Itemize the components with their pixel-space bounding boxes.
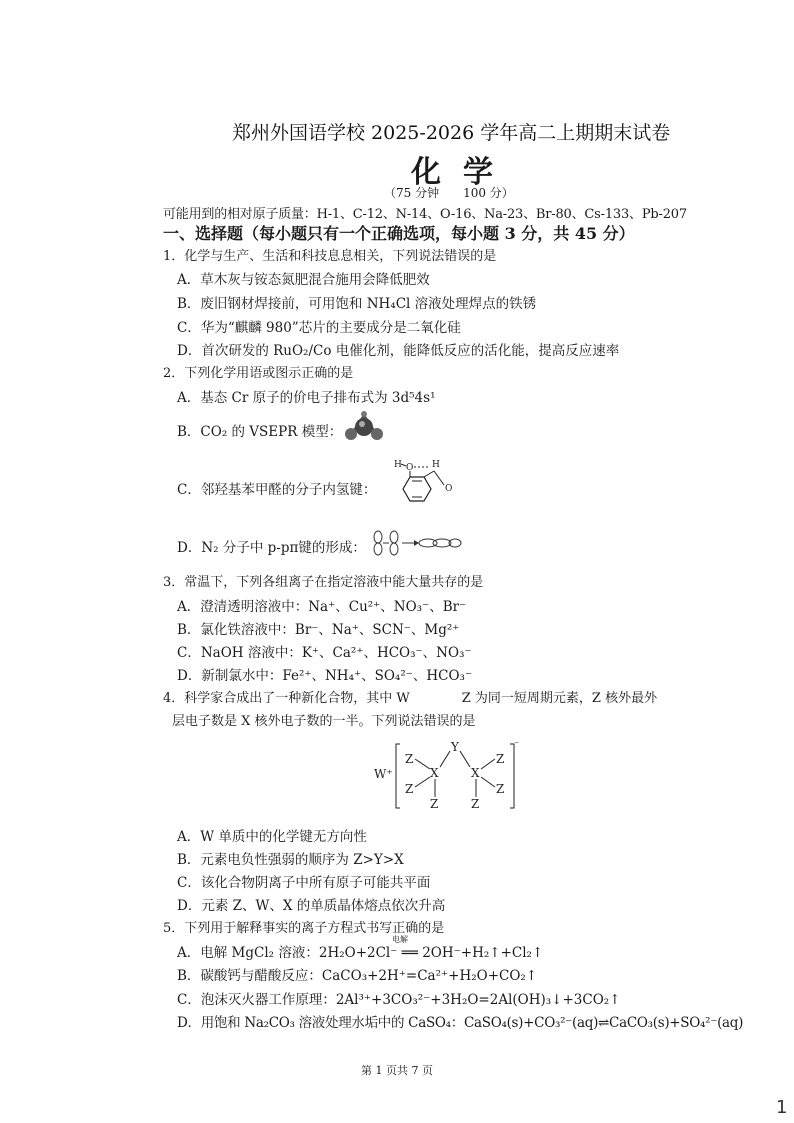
question-4-option-c: C．该化合物阴离子中所有原子可能共平面 <box>177 875 431 891</box>
question-4-stem-line1: 4．科学家合成出了一种新化合物，其中 W Z 为同一短周期元素，Z 核外最外 <box>163 691 658 706</box>
question-1-option-d: D．首次研发的 RuO₂/Co 电催化剂，能降低反应的活化能，提高反应速率 <box>177 343 620 359</box>
question-1-stem: 1．化学与生产、生活和科技息息相关，下列说法错误的是 <box>163 249 497 264</box>
question-1-option-c: C．华为“麒麟 980”芯片的主要成分是二氧化硅 <box>177 320 461 336</box>
struct-x-right: X <box>471 766 480 780</box>
co2-vsepr-model-image <box>342 408 386 442</box>
question-1-option-a: A．草木灰与铵态氮肥混合施用会降低肥效 <box>177 272 430 288</box>
svg-text:H: H <box>432 460 440 470</box>
question-2-option-a: A．基态 Cr 原子的价电子排布式为 3d⁵4s¹ <box>177 390 436 406</box>
question-3-option-a: A．澄清透明溶液中：Na⁺、Cu²⁺、NO₃⁻、Br⁻ <box>177 599 467 615</box>
struct-x-left: X <box>430 766 439 780</box>
question-5-option-d: D．用饱和 Na₂CO₃ 溶液处理水垢中的 CaSO₄：CaSO₄(s)+CO₃²⁻(aq)⇌CaCO₃(s)+SO₄²⁻(aq) <box>177 1015 744 1031</box>
question-2-option-c: C．邻羟基苯甲醛的分子内氢键： <box>177 482 377 498</box>
electrolysis-condition: 电解 <box>392 935 408 944</box>
question-3-option-b: B．氯化铁溶液中：Br⁻、Na⁺、SCN⁻、Mg²⁺ <box>177 622 460 638</box>
struct-z: Z <box>496 782 505 796</box>
question-2-option-d: D．N₂ 分子中 p-pπ键的形成： <box>177 540 366 556</box>
struct-y: Y <box>451 740 459 754</box>
question-5-option-b: B．碳酸钙与醋酸反应：CaCO₃+2H⁺=Ca²⁺+H₂O+CO₂↑ <box>177 968 538 984</box>
struct-z: Z <box>405 752 414 766</box>
corner-page-number: 1 <box>776 1097 788 1118</box>
question-5-option-a: A．电解 MgCl₂ 溶液：2H₂O+2Cl⁻ ══ 2OH⁻+H₂↑+Cl₂↑ <box>177 945 544 961</box>
subject-title: 化学 <box>411 155 515 190</box>
question-1-option-b: B．废旧钢材焊接前，可用饱和 NH₄Cl 溶液处理焊点的铁锈 <box>177 296 537 312</box>
question-3-option-c: C．NaOH 溶液中：K⁺、Ca²⁺、HCO₃⁻、NO₃⁻ <box>177 645 472 661</box>
question-4-option-d: D．元素 Z、W、X 的单质晶体熔点依次升高 <box>177 898 446 914</box>
svg-text:O: O <box>406 463 414 473</box>
section-heading: 一、选择题（每小题只有一个正确选项，每小题 3 分，共 45 分） <box>163 224 635 243</box>
svg-text:O: O <box>445 484 453 494</box>
question-5-stem: 5．下列用于解释事实的离子方程式书写正确的是 <box>163 921 445 936</box>
atomic-masses: 可能用到的相对原子质量：H-1、C-12、N-14、O-16、Na-23、Br-80、Cs-133、Pb-207 <box>163 207 687 222</box>
question-3-option-d: D．新制氯水中：Fe²⁺、NH₄⁺、SO₄²⁻、HCO₃⁻ <box>177 668 473 684</box>
salicylaldehyde-structure-image <box>392 455 464 515</box>
question-3-stem: 3．常温下，下列各组离子在指定溶液中能大量共存的是 <box>163 575 484 590</box>
question-2-stem: 2．下列化学用语或图示正确的是 <box>163 366 354 381</box>
struct-z: Z <box>471 797 480 811</box>
struct-z: Z <box>496 752 505 766</box>
struct-z: Z <box>405 782 414 796</box>
question-4-option-a: A．W 单质中的化学键无方向性 <box>177 829 367 845</box>
anion-structure-diagram <box>372 738 532 812</box>
svg-text:H: H <box>394 460 402 470</box>
question-5-option-c: C．泡沫灭火器工作原理：2Al³⁺+3CO₃²⁻+3H₂O=2Al(OH)₃↓+3CO₂↑ <box>177 992 621 1008</box>
question-4-option-b: B．元素电负性强弱的顺序为 Z>Y>X <box>177 852 404 868</box>
question-2-option-b: B．CO₂ 的 VSEPR 模型： <box>177 424 343 440</box>
exam-title: 郑州外国语学校 2025-2026 学年高二上期期末试卷 <box>232 122 671 144</box>
struct-w-cation: W⁺ <box>374 767 393 781</box>
struct-z: Z <box>430 797 439 811</box>
question-4-stem-line2: 层电子数是 X 核外电子数的一半。下列说法错误的是 <box>172 714 476 729</box>
pi-bond-formation-image <box>372 530 462 556</box>
exam-duration: （75 分钟 100 分） <box>384 186 514 200</box>
struct-charge: ⁻ <box>514 740 520 751</box>
page-footer: 第 1 页共 7 页 <box>361 1064 433 1077</box>
